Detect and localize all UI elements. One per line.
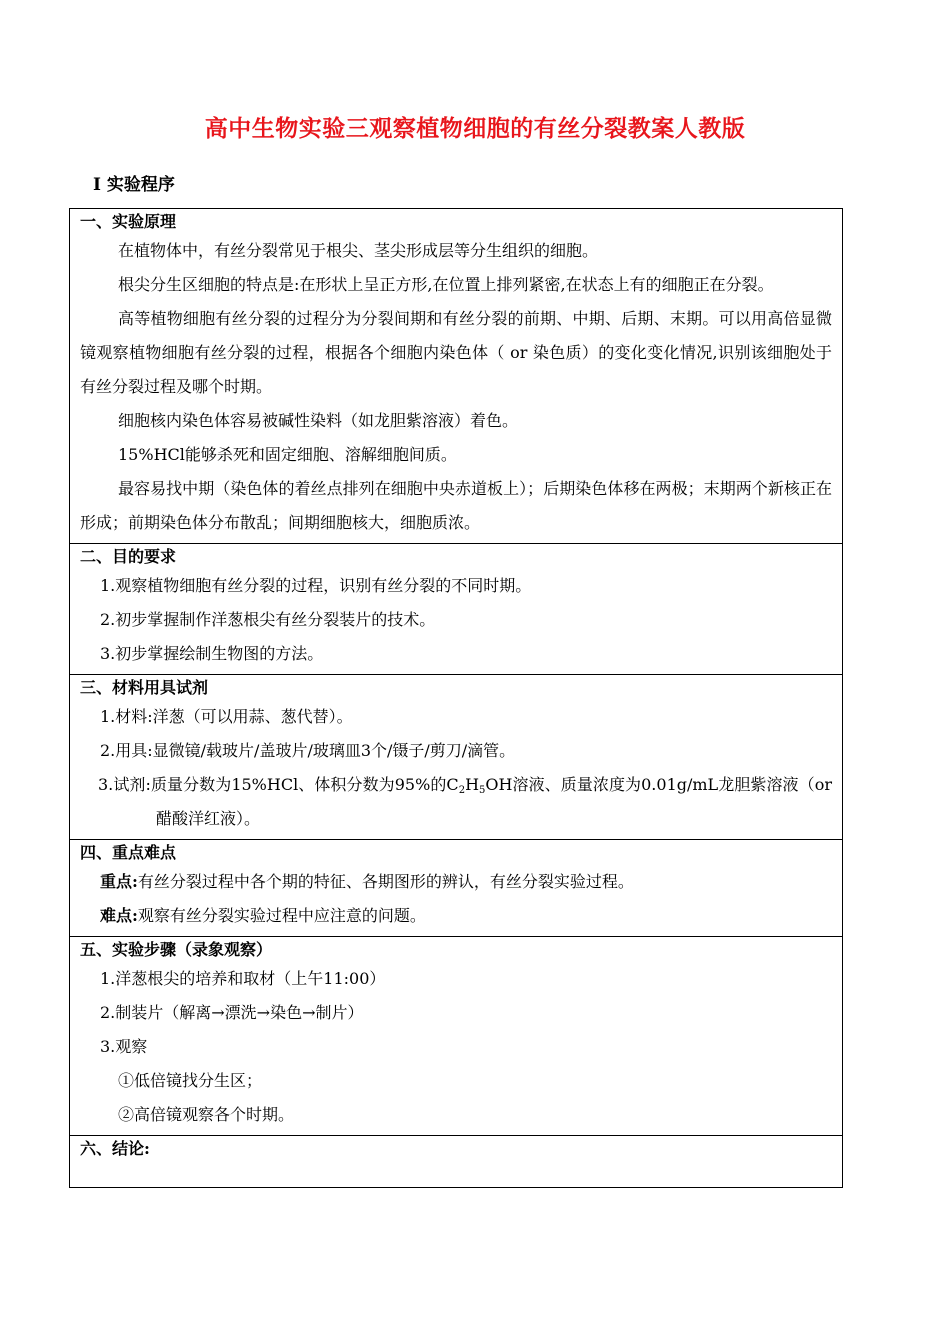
step-subitem: ①低倍镜找分生区；	[118, 1071, 263, 1090]
subscript-5: 5	[479, 785, 486, 796]
principle-paragraph-3: 高等植物细胞有丝分裂的过程分为分裂间期和有丝分裂的前期、中期、后期、末期。可以用高倍显微镜观察植物细胞有丝分裂的过程，根据各个细胞内染色体（ or 染色质）的变化变化情况,识别该细胞处于有丝分裂过程及哪个时期。	[80, 309, 832, 396]
principle-paragraph-4: 细胞核内染色体容易被碱性染料（如龙胆紫溶液）着色。	[118, 411, 519, 430]
difficulty-line	[80, 899, 832, 933]
principle-paragraph-6: 最容易找中期（染色体的着丝点排列在细胞中央赤道板上）；后期染色体移在两极；末期两个新核正在形成；前期染色体分布散乱；间期细胞核大，细胞质浓。	[80, 479, 832, 532]
materials-section	[70, 675, 842, 840]
steps-section	[70, 937, 842, 1136]
principle-paragraph-5: 15%HCl能够杀死和固定细胞、溶解细胞间质。	[118, 445, 457, 464]
steps-heading: 五、实验步骤（录象观察）	[80, 940, 273, 959]
section-heading: Ⅰ 实验程序	[93, 175, 175, 195]
reagents-text-a: 3.试剂:质量分数为15%HCl、体积分数为95%的C	[98, 775, 459, 794]
key-points-section	[70, 840, 842, 937]
step-subitem: ②高倍镜观察各个时期。	[118, 1105, 295, 1124]
reagents-item	[80, 768, 832, 836]
key-point-label: 重点:	[100, 872, 138, 891]
conclusion-heading: 六、结论:	[80, 1139, 150, 1158]
objectives-heading: 二、目的要求	[80, 547, 177, 566]
tools-item: 2.用具:显微镜/载玻片/盖玻片/玻璃皿3个/镊子/剪刀/滴管。	[100, 741, 516, 760]
materials-item: 1.材料:洋葱（可以用蒜、葱代替）。	[100, 707, 353, 726]
principle-paragraph-1: 在植物体中，有丝分裂常见于根尖、茎尖形成层等分生组织的细胞。	[118, 241, 599, 260]
difficulty-label: 难点:	[100, 906, 138, 925]
key-point-line	[80, 865, 832, 899]
key-points-heading: 四、重点难点	[80, 843, 177, 862]
procedure-table	[69, 208, 843, 1188]
objective-item: 2.初步掌握制作洋葱根尖有丝分裂装片的技术。	[100, 610, 436, 629]
step-item: 1.洋葱根尖的培养和取材（上午11:00）	[100, 969, 386, 988]
materials-heading: 三、材料用具试剂	[80, 678, 209, 697]
objectives-section	[70, 544, 842, 675]
step-item: 3.观察	[100, 1037, 148, 1056]
subscript-2: 2	[458, 785, 466, 796]
principle-heading: 一、实验原理	[80, 212, 177, 231]
principle-section	[70, 209, 842, 544]
key-point-text: 有丝分裂过程中各个期的特征、各期图形的辨认，有丝分裂实验过程。	[137, 872, 634, 891]
document-title: 高中生物实验三观察植物细胞的有丝分裂教案人教版	[204, 115, 746, 142]
objective-item: 3.初步掌握绘制生物图的方法。	[100, 644, 324, 663]
difficulty-text: 观察有丝分裂实验过程中应注意的问题。	[137, 906, 426, 925]
reagents-text-b: H	[465, 775, 480, 794]
step-item: 2.制装片（解离→漂洗→染色→制片）	[100, 1003, 364, 1022]
principle-paragraph-2: 根尖分生区细胞的特点是:在形状上呈正方形,在位置上排列紧密,在状态上有的细胞正在分裂。	[118, 275, 774, 294]
reagents-text-c: OH溶液、质量浓度为0.01g/mL龙胆紫溶液（or 醋酸洋红液）。	[156, 775, 832, 828]
conclusion-section	[70, 1136, 842, 1188]
objective-item: 1.观察植物细胞有丝分裂的过程，识别有丝分裂的不同时期。	[100, 576, 532, 595]
